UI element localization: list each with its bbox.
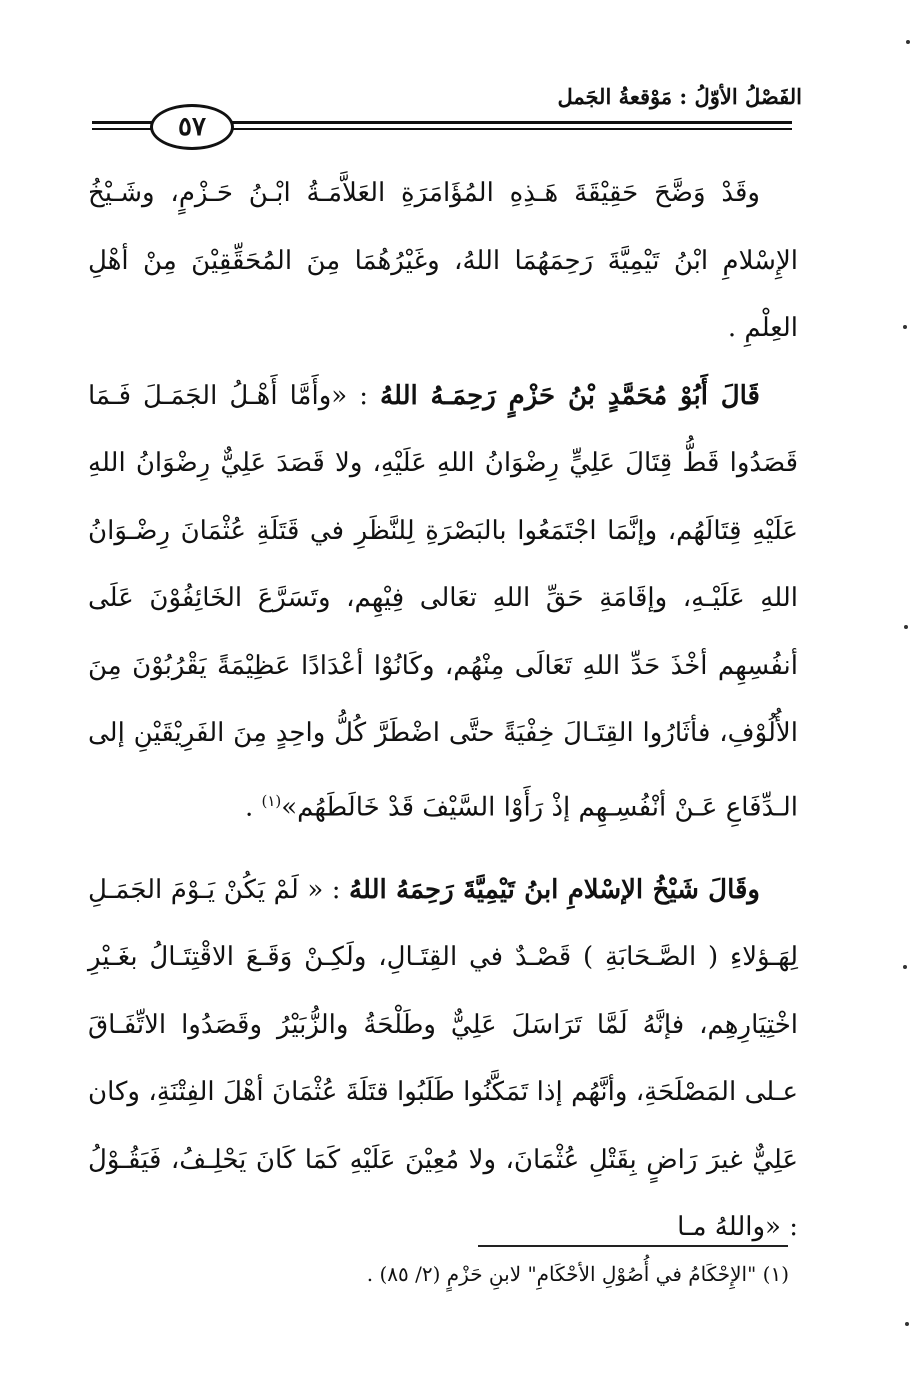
quote-attribution-ibn-hazm: قَالَ أَبُوْ مُحَمَّدٍ بْنُ حَزْمٍ رَحِمَـهُ اللهُ <box>380 380 760 411</box>
paragraph-3-text: : « لَمْ يَكُنْ يَـوْمَ الجَمَـلِ لِهَـؤلاءِ ( الصَّـحَابَةِ ) قَصْـدٌ في القِتَـالِ، ولَكِـنْ وَقَـعَ الاقْتِتَـالُ بغَـيْرِ اخْتِيَارِهِم، فإنَّهُ لَمَّا تَرَاسَلَ عَلِيٌّ وطَلْحَةُ والزُّبَيْرُ وقَصَدُوا الاتِّفَـاقَ عـلى المَصْلَحَةِ، وأنَّهُم إذا تَمَكَّنُوا طَلَبُوا قتَلَةَ عُثْمَانَ أهْلَ الفِتْنَةِ، وكان عَلِيٌّ غيرَ رَاضٍ بِقَتْلِ عُثْمَانَ، ولا مُعِيْنَ عَلَيْهِ كَمَا كَانَ يَحْلِـفُ، فَيَقُـوْلُ : «واللهُ مـا <box>88 874 798 1243</box>
margin-speck <box>903 965 907 969</box>
paragraph-2-tail: . <box>244 792 262 823</box>
paragraph-3 <box>88 857 798 1262</box>
page-number <box>150 104 234 150</box>
margin-speck <box>906 40 910 44</box>
body-text <box>88 160 798 1262</box>
paragraph-2 <box>88 363 798 842</box>
margin-speck <box>905 1322 909 1326</box>
footnote: (١) "الإِحْكَامُ في أُصُوْلِ الأحْكَامِ" لابنِ حَزْمٍ (٢/ ٨٥) . <box>366 1262 789 1286</box>
page-number-text: ٥٧ <box>178 112 206 142</box>
quote-attribution-ibn-taymiyyah: وقَالَ شَيْخُ الإسْلامِ ابنُ تَيْمِيَّةَ رَحِمَهُ اللهُ <box>349 874 760 905</box>
margin-speck <box>904 625 908 629</box>
footnote-divider <box>478 1245 788 1247</box>
running-header: الفَصْلُ الأوّلُ : مَوْقعةُ الجَمل <box>557 84 802 109</box>
footnote-reference: (١) <box>261 791 282 810</box>
paragraph-1-text: وقَدْ وَضَّحَ حَقِيْقَةَ هَـذِهِ المُؤَامَرَةِ العَلاَّمَـةُ ابْـنُ حَـزْمٍ، وشَـيْخُ الإِسْلامِ ابْنُ تَيْمِيَّةَ رَحِمَهُمَا اللهُ، وغَيْرُهُمَا مِنَ المُحَقِّقِيْنَ مِنْ أهْلِ العِلْمِ . <box>88 178 798 343</box>
paragraph-1 <box>88 160 798 363</box>
margin-speck <box>903 325 907 329</box>
paragraph-2-text: : «وأَمَّا أَهْـلُ الجَمَـلَ فَـمَا قَصَدُوا قَطُّ قِتَالَ عَلِيٍّ رِضْوَانُ اللهِ عَلَيْهِ، ولا قَصَدَ عَلِيٌّ رِضْوَانُ اللهِ عَلَيْهِ قِتَالَهُم، وإنَّمَا اجْتَمَعُوا بالبَصْرَةِ لِلنَّظَرِ في قَتَلَةِ عُثْمَانَ رِضْـوَانُ اللهِ عَلَيْـهِ، وإقَامَةِ حَقِّ اللهِ تعَالى فِيْهِم، وتَسَرَّعَ الخَائِفُوْنَ عَلَى أنفُسِهِم أخْذَ حَدِّ اللهِ تَعَالَى مِنْهُم، وكَانُوْا أعْدَادًا عَظِيْمَةً يَقْرُبُوْنَ مِنَ الأُلُوْفِ، فأثَارُوا القِتَـالَ خِفْيَةً حتَّى اضْطَرَّ كُلُّ واحِدٍ مِنَ الفَرِيْقَيْنِ إلى الـدِّفَاعِ عَـنْ أنْفُسِـهِم إذْ رَأَوْا السَّيْفَ قَدْ خَالَطَهُم» <box>88 380 798 823</box>
